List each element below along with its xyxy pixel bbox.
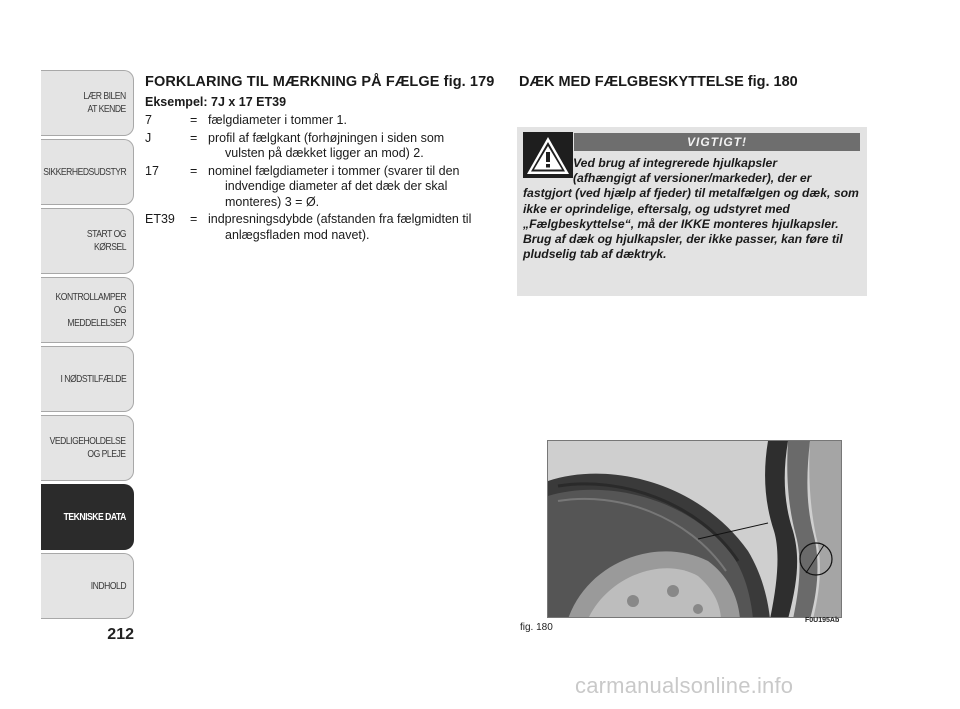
warning-text-body: fastgjort (ved hjælp af fjeder) til metalfælgen og dæk, som ikke er oprindelige, eftersalg, og udstyret med „Fælgbeskyttelse“, må der IKKE monteres hjulkapsler. Brug af dæk og hjulkapsler, der ikke passer, kan føre til pludselig tab af dæktryk. [523,186,859,262]
description-continuation: vulsten på dækket ligger an mod) 2. [225,146,424,160]
definition-row [145,131,500,162]
definition-row [145,164,500,211]
tab-indhold[interactable] [41,553,134,619]
warning-box [517,127,867,296]
equals-sign: = [190,130,198,145]
description-line: indpresningsdybde (afstanden fra fælgmidten til [208,212,472,226]
tab-sikkerhedsudstyr[interactable] [41,139,134,205]
description-line: fælgdiameter i tommer 1. [208,113,347,127]
tire-rim-protector-figure [547,440,842,618]
tire-illustration [548,441,842,618]
tab-vedligeholdelse[interactable] [41,415,134,481]
definition-list [145,113,500,243]
chapter-tabs [41,70,134,622]
tab-label: LÆR BILEN AT KENDE [83,90,126,115]
definition-term: J [145,130,152,145]
definition-term: 17 [145,163,159,178]
tab-label: TEKNISKE DATA [63,510,126,523]
definition-row [145,212,500,243]
definition-row [145,113,500,129]
warning-text [523,156,863,262]
tab-laer-bilen[interactable] [41,70,134,136]
tab-kontrollamper[interactable] [41,277,134,343]
tab-start-og-korsel[interactable] [41,208,134,274]
section-heading-right: DÆK MED FÆLGBESKYTTELSE fig. 180 [519,74,798,90]
definition-description [208,164,500,211]
tab-label: SIKKERHEDSUDSTYR [42,165,126,178]
definition-description [208,113,500,129]
page-number: 212 [107,626,134,643]
equals-sign: = [190,163,198,178]
description-line: profil af fælgkant (forhøjningen i siden som [208,130,445,145]
warning-text-line: (afhængigt af versioner/markeder), der er [573,171,812,186]
left-column [145,74,500,245]
definition-description [208,212,500,243]
equals-sign: = [190,212,198,226]
warning-label: VIGTIGT! [574,133,860,151]
figure-caption: fig. 180 [520,622,553,633]
description-continuation: indvendige diameter af det dæk der skal monteres) 3 = Ø. [225,179,448,209]
definition-description [208,131,500,162]
equals-sign: = [190,113,198,127]
tab-label: KONTROLLAMPER OG MEDDELELSER [55,290,126,329]
description-line: nominel fælgdiameter i tommer (svarer til den [208,163,460,178]
tab-i-nodstilfaelde[interactable] [41,346,134,412]
watermark: carmanualsonline.info [575,673,794,698]
tab-label: VEDLIGEHOLDELSE OG PLEJE [50,435,126,460]
figure-code: F0U195Ab [805,617,840,624]
tab-label: I NØDSTILFÆLDE [60,372,126,385]
example-line: Eksempel: 7J x 17 ET39 [145,95,287,109]
description-continuation: anlægsfladen mod navet). [225,227,370,242]
section-heading: FORKLARING TIL MÆRKNING PÅ FÆLGE fig. 179 [145,74,495,90]
tab-label: START OG KØRSEL [86,228,126,253]
tab-tekniske-data[interactable] [41,484,134,550]
definition-term: 7 [145,113,152,127]
tab-label: INDHOLD [90,579,126,592]
warning-text-line: Ved brug af integrerede hjulkapsler [573,156,778,170]
definition-term: ET39 [145,212,175,226]
